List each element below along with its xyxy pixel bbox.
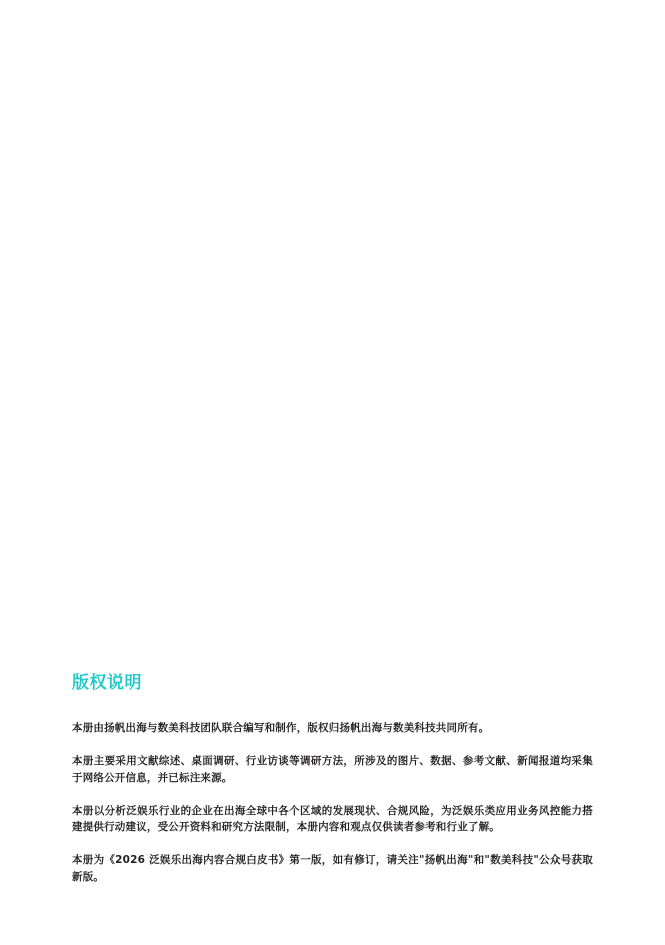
copyright-section <box>72 672 593 885</box>
copyright-paragraph-3: 本册以分析泛娱乐行业的企业在出海全球中各个区域的发展现状、合规风险，为泛娱乐类应用业务风控能力搭建提供行动建议，受公开资料和研究方法限制，本册内容和观点仅供读者参考和行业了解。 <box>72 804 593 834</box>
section-title: 版权说明 <box>72 673 142 693</box>
copyright-paragraph-4: 本册为《2026 泛娱乐出海内容合规白皮书》第一版，如有修订，请关注"扬帆出海"和"数美科技"公众号获取新版。 <box>72 854 593 883</box>
copyright-paragraph-2: 本册主要采用文献综述、桌面调研、行业访谈等调研方法，所涉及的图片、数据、参考文献、新闻报道均采集于网络公开信息，并已标注来源。 <box>72 755 593 784</box>
copyright-paragraph-1: 本册由扬帆出海与数美科技团队联合编写和制作，版权归扬帆出海与数美科技共同所有。 <box>72 722 490 735</box>
